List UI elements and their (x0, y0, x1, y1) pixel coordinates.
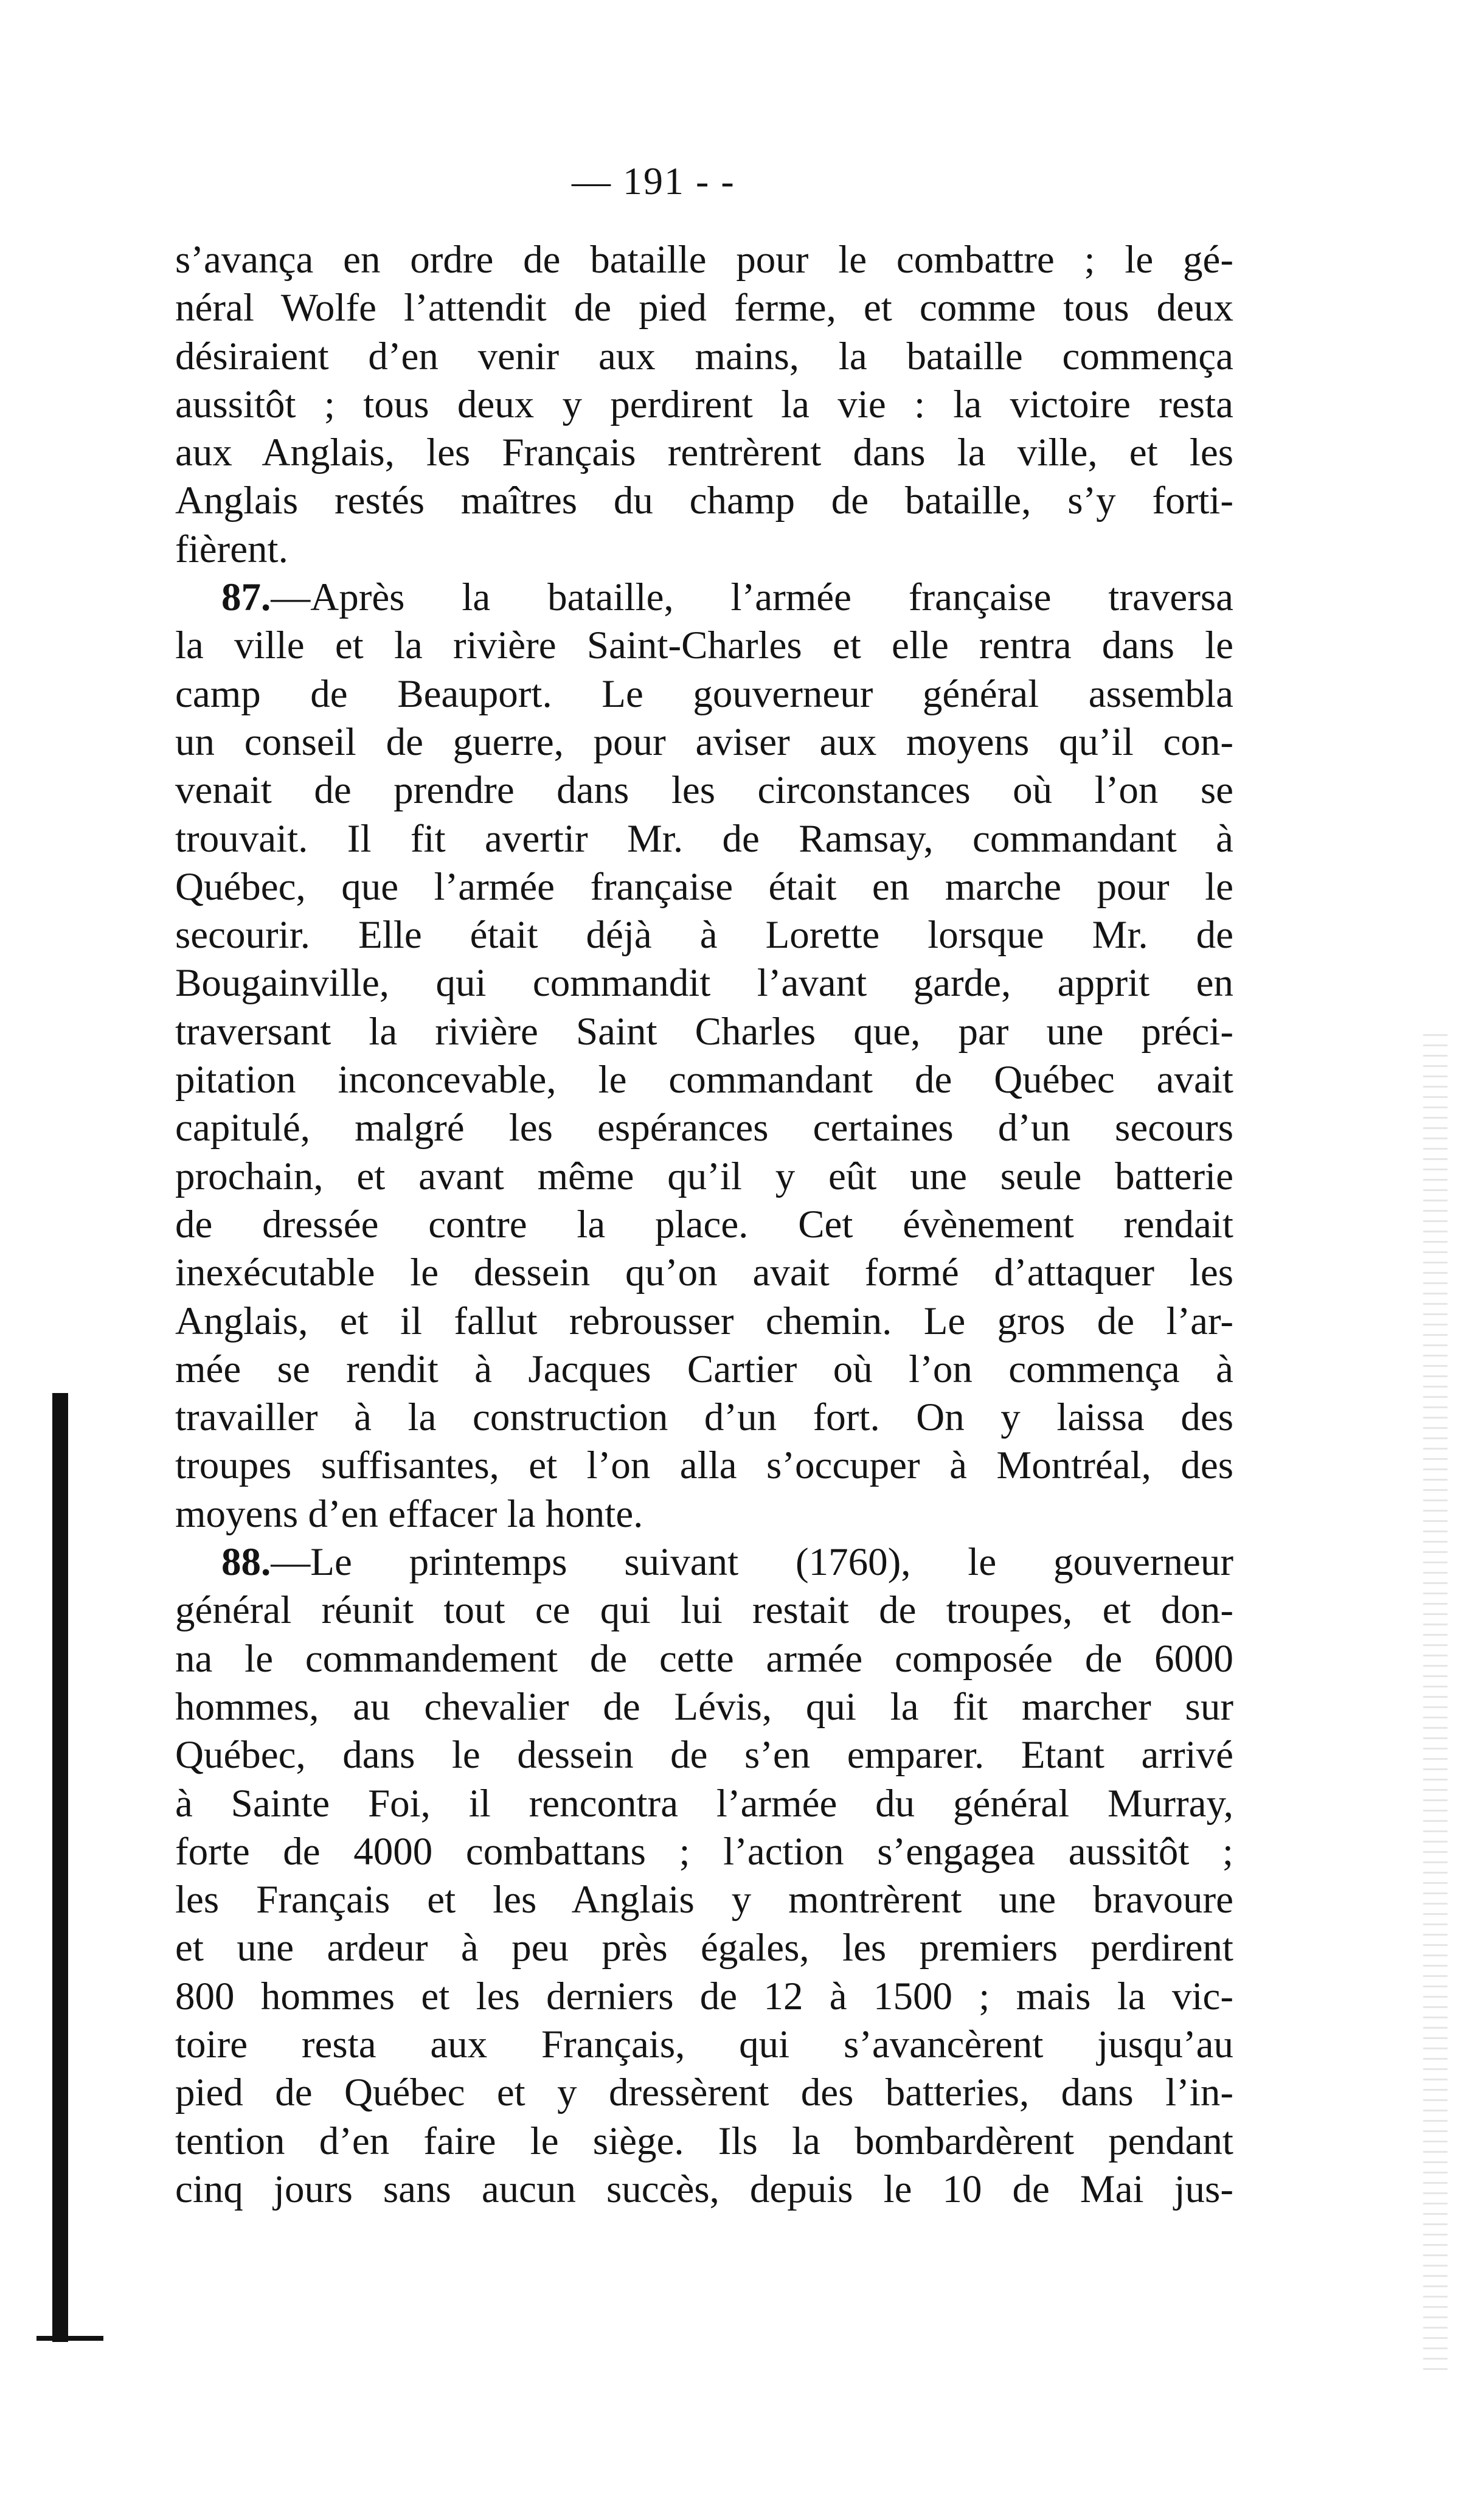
text-line: à Sainte Foi, il rencontra l’armée du général Murray, (175, 1781, 1233, 1826)
text-line: 800 hommes et les derniers de 12 à 1500 ; mais la vic- (175, 1974, 1233, 2018)
text-line: les Français et les Anglais y montrèrent une bravoure (175, 1878, 1233, 1922)
text-line: inexécutable le dessein qu’on avait formé d’attaquer les (175, 1251, 1233, 1295)
binding-shadow-foot (36, 2336, 103, 2341)
text-line: Québec, que l’armée française était en marche pour le (175, 864, 1233, 909)
text-line: forte de 4000 combattans ; l’action s’engagea aussitôt ; (175, 1829, 1233, 1874)
paragraph-87-first-line (175, 574, 1233, 622)
text-line: capitulé, malgré les espérances certaines d’un secours (175, 1106, 1233, 1150)
text-line: fièrent. (175, 527, 288, 571)
paragraph-88-first-line (175, 1538, 1233, 1586)
text-line: travailler à la construction d’un fort. On y laissa des (175, 1395, 1233, 1440)
page-edge-speckle (1423, 1034, 1448, 2372)
text-line: mée se rendit à Jacques Cartier où l’on commença à (175, 1347, 1233, 1391)
text-line: trouvait. Il fit avertir Mr. de Ramsay, commandant à (175, 816, 1233, 861)
text-line: —Le printemps suivant (1760), le gouverneur (271, 1540, 1233, 1585)
text-line: pied de Québec et y dressèrent des batteries, dans l’in- (175, 2071, 1233, 2115)
text-line: la ville et la rivière Saint-Charles et elle rentra dans le (175, 624, 1233, 668)
text-line: na le commandement de cette armée composée de 6000 (175, 1636, 1233, 1681)
binding-shadow-bar (52, 1393, 68, 2342)
paragraph-number: 87. (221, 575, 271, 620)
text-line: un conseil de guerre, pour aviser aux moyens qu’il con- (175, 720, 1233, 764)
text-line: général réunit tout ce qui lui restait de troupes, et don- (175, 1588, 1233, 1633)
text-line: aux Anglais, les Français rentrèrent dans la ville, et les (175, 431, 1233, 475)
text-line: aussitôt ; tous deux y perdirent la vie : la victoire resta (175, 382, 1233, 426)
text-line: Anglais restés maîtres du champ de bataille, s’y forti- (175, 479, 1233, 523)
text-line: toire resta aux Français, qui s’avancèrent jusqu’au (175, 2022, 1233, 2066)
text-line: Québec, dans le dessein de s’en emparer. Etant arrivé (175, 1733, 1233, 1777)
text-line: Anglais, et il fallut rebrousser chemin. Le gros de l’ar- (175, 1299, 1233, 1343)
text-line: et une ardeur à peu près égales, les premiers perdirent (175, 1926, 1233, 1970)
body-text (175, 236, 1233, 2214)
paragraph-number: 88. (221, 1540, 271, 1585)
text-line: moyens d’en effacer la honte. (175, 1492, 643, 1536)
text-line: secourir. Elle était déjà à Lorette lorsque Mr. de (175, 913, 1233, 957)
text-line: camp de Beauport. Le gouverneur général assembla (175, 672, 1233, 716)
text-line: néral Wolfe l’attendit de pied ferme, et comme tous deux (175, 286, 1233, 330)
text-line: troupes suffisantes, et l’on alla s’occuper à Montréal, des (175, 1444, 1233, 1488)
text-line: cinq jours sans aucun succès, depuis le 10 de Mai jus- (175, 2167, 1233, 2211)
text-line: tention d’en faire le siège. Ils la bombardèrent pendant (175, 2119, 1233, 2163)
page-number: — 191 - - (572, 159, 735, 203)
text-line: désiraient d’en venir aux mains, la bataille commença (175, 334, 1233, 378)
text-line: Bougainville, qui commandit l’avant garde, apprit en (175, 961, 1233, 1006)
text-line: traversant la rivière Saint Charles que, par une préci- (175, 1009, 1233, 1054)
text-line: s’avança en ordre de bataille pour le combattre ; le gé- (175, 238, 1233, 282)
text-line: hommes, au chevalier de Lévis, qui la fit marcher sur (175, 1684, 1233, 1729)
text-line: venait de prendre dans les circonstances où l’on se (175, 768, 1233, 813)
text-line: prochain, et avant même qu’il y eût une seule batterie (175, 1154, 1233, 1198)
text-line: pitation inconcevable, le commandant de Québec avait (175, 1058, 1233, 1102)
text-line: de dressée contre la place. Cet évènement rendait (175, 1202, 1233, 1246)
text-line: —Après la bataille, l’armée française traversa (271, 575, 1233, 620)
